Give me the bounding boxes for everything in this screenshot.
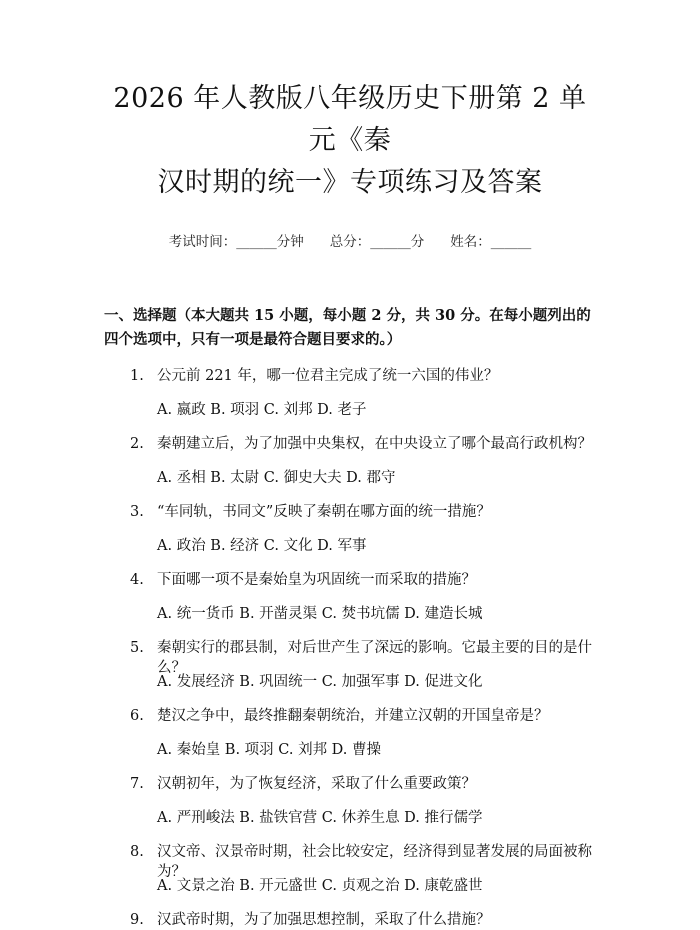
question-stem xyxy=(130,570,596,590)
question-text: “车同轨，书同文”反映了秦朝在哪方面的统一措施？ xyxy=(157,504,491,520)
question-text: 秦朝建立后，为了加强中央集权，在中央设立了哪个最高行政机构？ xyxy=(157,436,592,452)
question-stem xyxy=(130,502,596,522)
question-options: A. 嬴政 B. 项羽 C. 刘邦 D. 老子 xyxy=(157,402,367,418)
question-stem xyxy=(130,706,596,726)
question-stem xyxy=(130,638,596,676)
question-item xyxy=(104,910,596,930)
question-text: 楚汉之争中，最终推翻秦朝统治，并建立汉朝的开国皇帝是？ xyxy=(157,708,549,724)
exam-time: 考试时间：______分钟 xyxy=(168,234,304,250)
question-text: 汉武帝时期，为了加强思想控制，采取了什么措施？ xyxy=(157,912,491,928)
title-line-1: 2026 年人教版八年级历史下册第 2 单元《秦 xyxy=(113,83,587,156)
question-text: 公元前 221 年，哪一位君主完成了统一六国的伟业？ xyxy=(157,368,499,384)
question-stem xyxy=(130,434,596,454)
question-number: 4. xyxy=(130,572,144,588)
question-stem xyxy=(130,910,596,930)
question-item xyxy=(104,570,596,624)
question-item xyxy=(104,502,596,556)
document-title xyxy=(104,78,596,204)
exam-info xyxy=(104,230,596,250)
question-stem xyxy=(130,366,596,386)
question-number: 1. xyxy=(130,368,144,384)
question-number: 8. xyxy=(130,844,144,860)
question-text: 下面哪一项不是秦始皇为巩固统一而采取的措施？ xyxy=(157,572,476,588)
question-item xyxy=(104,842,596,896)
question-item xyxy=(104,366,596,420)
question-number: 2. xyxy=(130,436,144,452)
question-stem xyxy=(130,842,596,880)
question-number: 7. xyxy=(130,776,144,792)
question-stem xyxy=(130,774,596,794)
question-options: A. 统一货币 B. 开凿灵渠 C. 焚书坑儒 D. 建造长城 xyxy=(157,606,483,622)
question-item xyxy=(104,774,596,828)
question-text: 汉文帝、汉景帝时期，社会比较安定，经济得到显著发展的局面被称为？ xyxy=(157,844,592,880)
title-line-2: 汉时期的统一》专项练习及答案 xyxy=(157,167,543,198)
question-list xyxy=(104,366,596,930)
question-item xyxy=(104,434,596,488)
question-number: 6. xyxy=(130,708,144,724)
question-item xyxy=(104,706,596,760)
question-options: A. 政治 B. 经济 C. 文化 D. 军事 xyxy=(157,538,367,554)
question-options: A. 丞相 B. 太尉 C. 御史大夫 D. 郡守 xyxy=(157,470,396,486)
question-options: A. 发展经济 B. 巩固统一 C. 加强军事 D. 促进文化 xyxy=(157,674,483,690)
question-options: A. 秦始皇 B. 项羽 C. 刘邦 D. 曹操 xyxy=(157,742,382,758)
question-text: 秦朝实行的郡县制，对后世产生了深远的影响。它最主要的目的是什么？ xyxy=(157,640,592,676)
student-name: 姓名：______ xyxy=(450,234,532,250)
question-options: A. 严刑峻法 B. 盐铁官营 C. 休养生息 D. 推行儒学 xyxy=(157,810,483,826)
total-score: 总分：______分 xyxy=(329,234,425,250)
question-number: 3. xyxy=(130,504,144,520)
question-number: 5. xyxy=(130,640,144,656)
question-number: 9. xyxy=(130,912,144,928)
question-text: 汉朝初年，为了恢复经济，采取了什么重要政策？ xyxy=(157,776,476,792)
question-item xyxy=(104,638,596,692)
question-options: A. 文景之治 B. 开元盛世 C. 贞观之治 D. 康乾盛世 xyxy=(157,878,483,894)
section-title: 一、选择题（本大题共 15 小题，每小题 2 分，共 30 分。在每小题列出的四个选项中，只有一项是最符合题目要求的。） xyxy=(104,307,591,348)
